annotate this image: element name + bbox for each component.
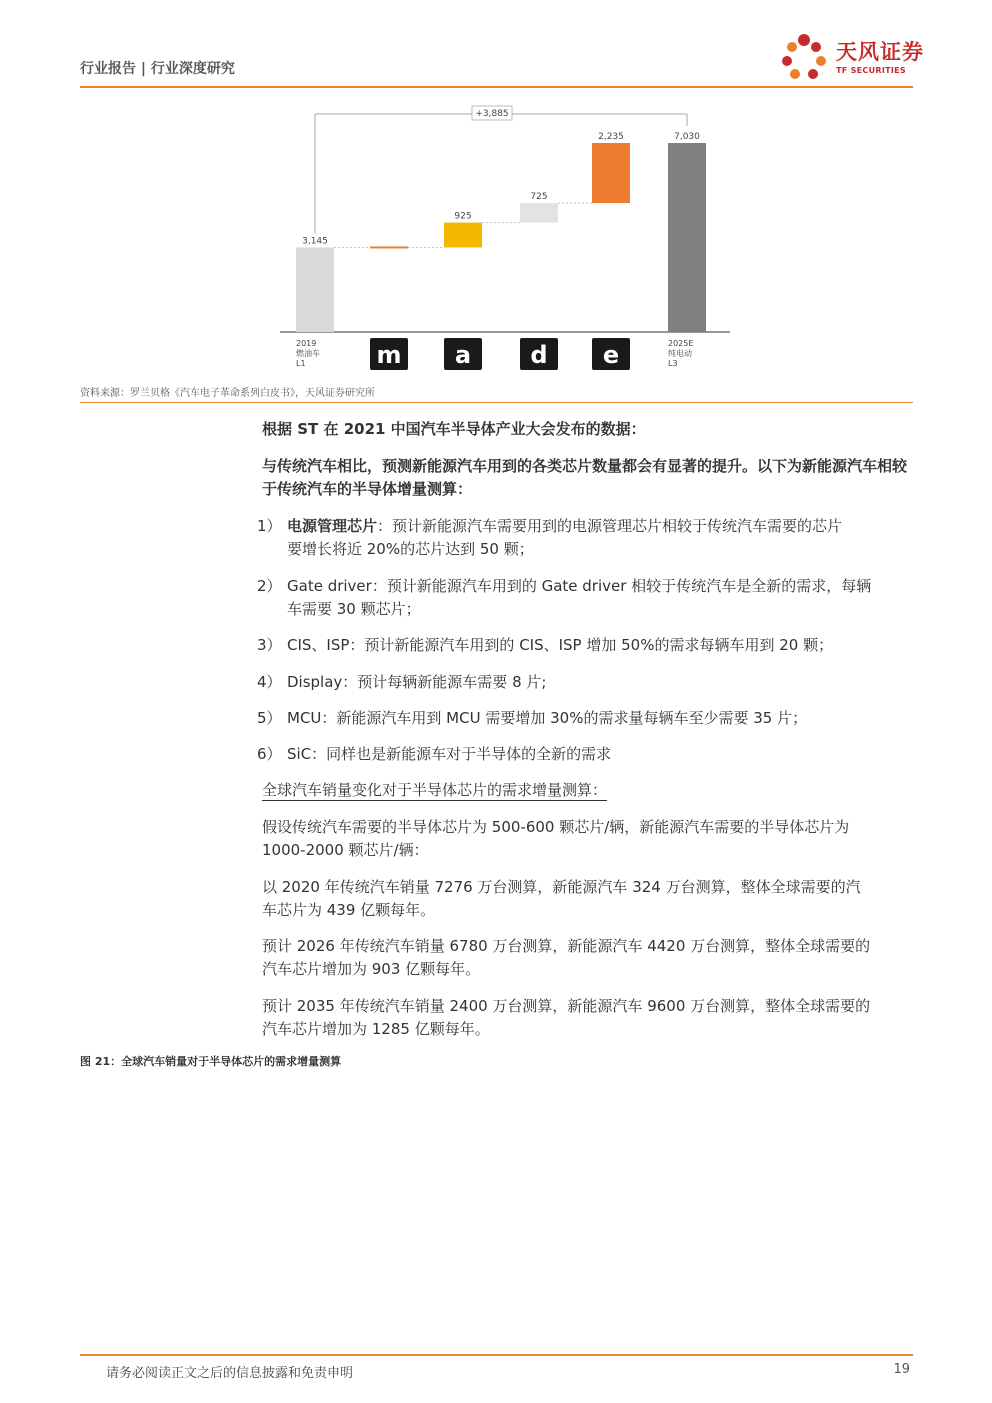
list-text: ：同样也是新能源车对于半导体的全新的需求 (311, 745, 612, 763)
list-head: MCU (287, 709, 322, 727)
chart-bar (370, 246, 408, 248)
p2026-line-1: 预计 2026 年传统汽车销量 6780 万台测算，新能源汽车 4420 万台测算，整体全球需要的 (262, 937, 871, 955)
assumption-line-1: 假设传统汽车需要的半导体芯片为 500-600 颗芯片/辆，新能源汽车需要的半导体芯片为 (262, 818, 850, 836)
paragraph-2026 (262, 935, 912, 981)
list-marker: 1） (257, 517, 282, 535)
category-icon-letter: d (530, 341, 548, 369)
list-head: CIS、ISP (287, 636, 350, 654)
p2035-line-1: 预计 2035 年传统汽车销量 2400 万台测算，新能源汽车 9600 万台测算，整体全球需要的 (262, 997, 871, 1015)
p2035-line-2: 汽车芯片增加为 1285 亿颗每年。 (262, 1020, 490, 1038)
chart-svg (240, 100, 740, 380)
paragraph-intro (262, 418, 912, 441)
source-rule (80, 402, 913, 403)
category-icon-letter: e (602, 341, 620, 369)
bar-value-label: 7,030 (674, 132, 700, 142)
footer-disclaimer: 请务必阅读正文之后的信息披露和免责申明 (106, 1366, 354, 1381)
bar-value-label: 2,235 (598, 132, 624, 142)
section-title: 全球汽车销量变化对于半导体芯片的需求增量测算： (262, 781, 608, 799)
list-text: ：新能源汽车用到 MCU 需要增加 30%的需求量每辆车至少需要 35 片； (321, 709, 808, 727)
list-item-5 (257, 707, 912, 730)
intro-text: 根据 ST 在 2021 中国汽车半导体产业大会发布的数据： (262, 420, 646, 438)
chart-bar (668, 143, 706, 332)
chart-bar (520, 203, 558, 222)
category-label: L3 (668, 359, 678, 368)
list-head: 电源管理芯片 (287, 517, 378, 535)
section-heading (262, 779, 912, 802)
chart-source: 资料来源：罗兰贝格《汽车电子革命系列白皮书》，天风证券研究所 (80, 388, 375, 399)
list-item-4 (257, 671, 912, 694)
list-text: ：预计每辆新能源车需要 8 片; (342, 673, 547, 691)
report-header-title: 行业报告 | 行业深度研究 (80, 61, 235, 77)
p2020-line-2: 车芯片为 439 亿颗每年。 (262, 901, 436, 919)
list-marker: 6） (257, 745, 282, 763)
category-icon-letter: a (454, 341, 472, 369)
list-head: SiC (287, 745, 312, 763)
paragraph-2020 (262, 876, 912, 922)
paragraph-assumption (262, 816, 912, 862)
list-item-3 (257, 634, 912, 657)
chart-bar (444, 223, 482, 248)
list-text: ：预计新能源汽车需要用到的电源管理芯片相较于传统汽车需要的芯片 (377, 517, 843, 535)
list-text-cont: 要增长将近 20%的芯片达到 50 颗； (287, 540, 534, 558)
header-rule (80, 86, 913, 88)
list-marker: 3） (257, 636, 282, 654)
category-label: 纯电动 (668, 349, 692, 358)
category-label: 2025E (668, 339, 694, 348)
summary-text: 与传统汽车相比，预测新能源汽车用到的各类芯片数量都会有显著的提升。以下为新能源汽车相较于传统汽车的半导体增量测算： (262, 457, 908, 498)
list-text: ：预计新能源汽车用到的 Gate driver 相较于传统汽车是全新的需求，每辆 (371, 577, 872, 595)
category-icon-letter: m (376, 341, 402, 369)
p2020-line-1: 以 2020 年传统汽车销量 7276 万台测算，新能源汽车 324 万台测算，整体全球需要的汽 (262, 878, 861, 896)
delta-label: +3,885 (475, 109, 509, 119)
list-item-6 (257, 743, 912, 766)
assumption-line-2: 1000-2000 颗芯片/辆： (262, 841, 429, 859)
list-marker: 4） (257, 673, 282, 691)
list-marker: 5） (257, 709, 282, 727)
paragraph-2035 (262, 995, 912, 1041)
figure-title: 图 21：全球汽车销量对于半导体芯片的需求增量测算 (80, 1055, 342, 1068)
bar-value-label: 925 (454, 211, 472, 222)
list-text: ：预计新能源汽车用到的 CIS、ISP 增加 50%的需求每辆车用到 20 颗； (349, 636, 834, 654)
list-head: Gate driver (287, 577, 372, 595)
p2026-line-2: 汽车芯片增加为 903 亿颗每年。 (262, 960, 481, 978)
list-marker: 2） (257, 577, 282, 595)
waterfall-chart (240, 100, 740, 380)
list-item-2 (257, 575, 912, 621)
category-label: L1 (296, 359, 306, 368)
logo-text-cn: 天风证券 (836, 40, 924, 64)
bar-value-label: 725 (530, 192, 548, 203)
chart-bar (296, 247, 334, 332)
category-label: 2019 (296, 339, 317, 348)
bar-value-label: 3,145 (302, 236, 328, 247)
brand-logo (776, 30, 926, 84)
paragraph-summary (262, 455, 912, 501)
logo-text-en: TF SECURITIES (836, 66, 906, 75)
category-label: 燃油车 (296, 349, 320, 358)
page-number: 19 (893, 1362, 910, 1377)
footer-rule (80, 1354, 913, 1356)
list-text-cont: 车需要 30 颗芯片； (287, 600, 421, 618)
chart-bar (592, 143, 630, 203)
list-head: Display (287, 673, 343, 691)
list-item-1 (257, 515, 912, 561)
flower-logo-icon (776, 30, 832, 84)
